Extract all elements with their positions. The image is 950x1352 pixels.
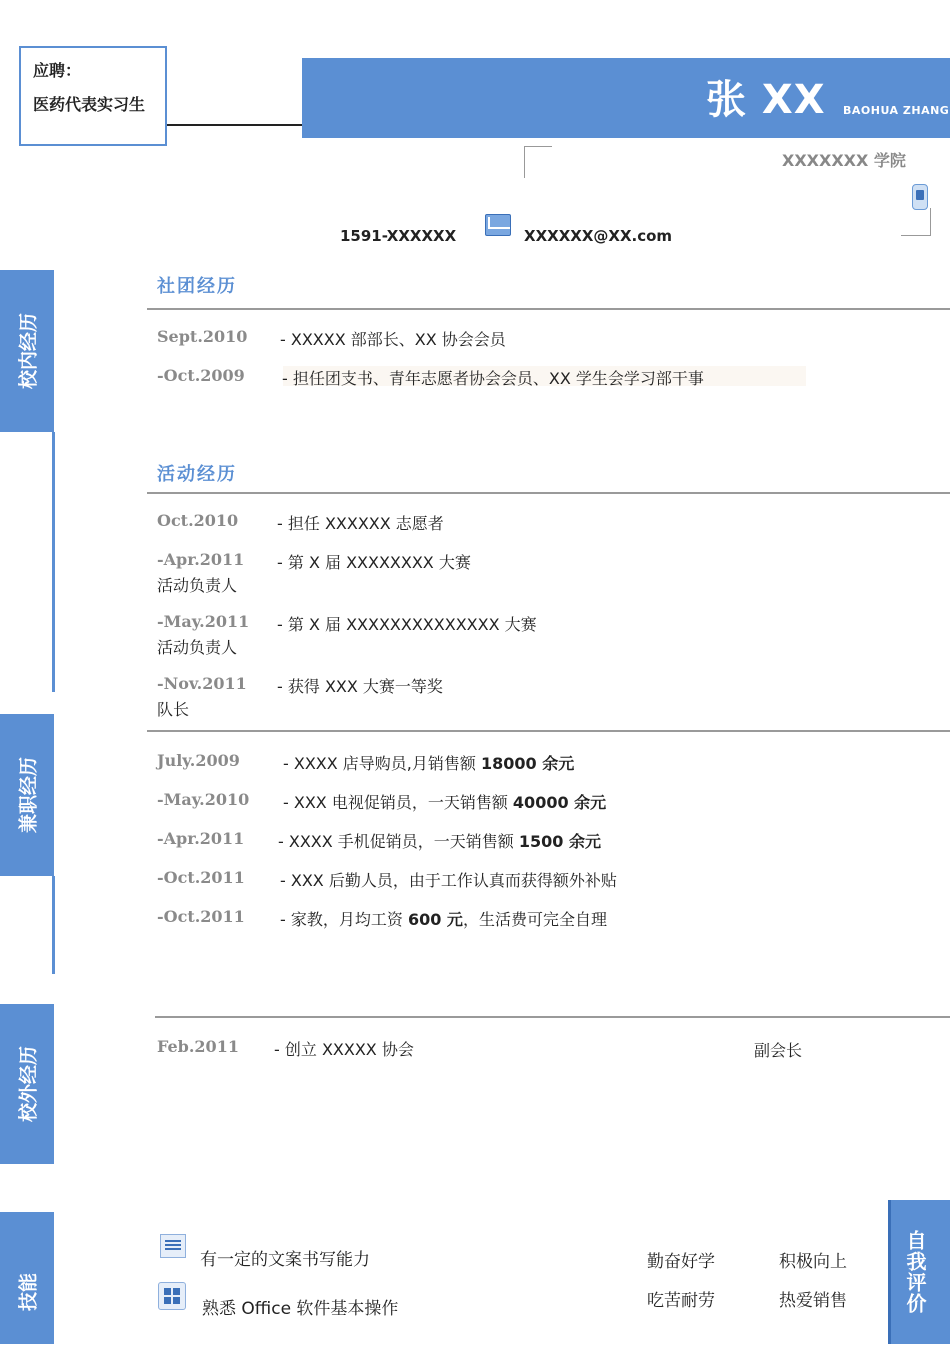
parttime-date-3: -Apr.2011	[157, 829, 245, 848]
parttime-item-5: - 家教，月均工资 600 元，生活费可完全自理	[280, 910, 607, 929]
section-rule	[147, 308, 950, 310]
section-rule	[147, 730, 950, 732]
offcampus-item: - 创立 XXXXX 协会	[274, 1040, 414, 1059]
activity-item-1: - 担任 XXXXXX 志愿者	[277, 514, 444, 533]
school-name: XXXXXXX 学院	[782, 151, 906, 170]
apply-label: 应聘：	[33, 61, 82, 80]
parttime-item-1: - XXXX 店导购员,月销售额 18000 余元	[283, 754, 575, 773]
tab-line	[52, 432, 55, 692]
activity-role-3: 活动负责人	[157, 638, 238, 657]
contact-line	[330, 224, 750, 245]
club-date-2: -Oct.2009	[157, 366, 245, 385]
club-title: 社团经历	[157, 276, 237, 297]
eval-word-2: 积极向上	[779, 1252, 847, 1272]
tab-parttime	[0, 714, 54, 876]
activity-date-1: Oct.2010	[157, 511, 239, 530]
activity-item-4: - 获得 XXX 大赛一等奖	[277, 677, 443, 696]
tab-campus-label: 校内经历	[17, 313, 40, 390]
parttime-item-2: - XXX 电视促销员，一天销售额 40000 余元	[283, 793, 607, 812]
apply-box	[19, 46, 167, 146]
decor-bracket	[901, 208, 931, 236]
offcampus-date: Feb.2011	[157, 1037, 239, 1056]
parttime-date-5: -Oct.2011	[157, 907, 245, 926]
tab-campus	[0, 270, 54, 432]
skill-item-1: 有一定的文案书写能力	[200, 1250, 370, 1270]
activity-role-4-clip	[157, 697, 277, 719]
office-grid-icon	[158, 1282, 186, 1310]
activity-item-2: - 第 X 届 XXXXXXXX 大赛	[277, 553, 471, 572]
section-rule	[147, 492, 950, 494]
activity-date-3: -May.2011	[157, 612, 250, 631]
tab-parttime-label: 兼职经历	[17, 757, 40, 834]
parttime-date-1: July.2009	[157, 751, 240, 770]
parttime-item-3: - XXXX 手机促销员，一天销售额 1500 余元	[278, 832, 601, 851]
email-address: XXXXXX@XX.com	[524, 227, 673, 245]
parttime-item-4: - XXX 后勤人员，由于工作认真而获得额外补贴	[280, 871, 617, 890]
tab-self-eval-label: 自我评价	[903, 1230, 927, 1314]
decor-bracket	[524, 146, 552, 178]
tab-skills	[0, 1212, 54, 1344]
activity-item-3: - 第 X 届 XXXXXXXXXXXXXX 大赛	[277, 615, 537, 634]
activity-date-2: -Apr.2011	[157, 550, 245, 569]
tab-offcampus-label: 校外经历	[17, 1046, 40, 1123]
activity-date-4: -Nov.2011	[157, 674, 247, 693]
phone-number: 1591-XXXXXX	[340, 227, 457, 245]
eval-word-3: 吃苦耐劳	[647, 1291, 715, 1311]
candidate-name: 张 XX	[706, 77, 826, 123]
tab-skills-label: 技能	[17, 1273, 40, 1312]
parttime-date-2: -May.2010	[157, 790, 250, 809]
header-divider	[167, 124, 303, 126]
parttime-date-4: -Oct.2011	[157, 868, 245, 887]
phone-icon	[912, 184, 928, 210]
tab-offcampus	[0, 1004, 54, 1164]
candidate-name-en: BAOHUA ZHANG	[843, 104, 950, 117]
tab-line	[52, 876, 55, 974]
apply-position: 医药代表实习生	[33, 95, 146, 114]
club-date-1: Sept.2010	[157, 327, 248, 346]
tab-self-eval	[888, 1200, 950, 1344]
section-rule	[155, 1016, 950, 1018]
activity-role-4: 队长	[157, 700, 190, 719]
skill-item-2: 熟悉 Office 软件基本操作	[202, 1299, 399, 1319]
offcampus-role: 副会长	[754, 1041, 803, 1060]
club-item-1: - XXXXX 部部长、XX 协会会员	[280, 330, 506, 349]
name-banner	[302, 58, 950, 138]
activity-role-2: 活动负责人	[157, 576, 238, 595]
eval-word-4: 热爱销售	[779, 1291, 847, 1311]
eval-word-1: 勤奋好学	[647, 1252, 715, 1272]
club-item-2: - 担任团支书、青年志愿者协会会员、XX 学生会学习部干事	[282, 369, 704, 388]
edit-document-icon	[160, 1234, 186, 1258]
activity-title: 活动经历	[157, 464, 237, 485]
